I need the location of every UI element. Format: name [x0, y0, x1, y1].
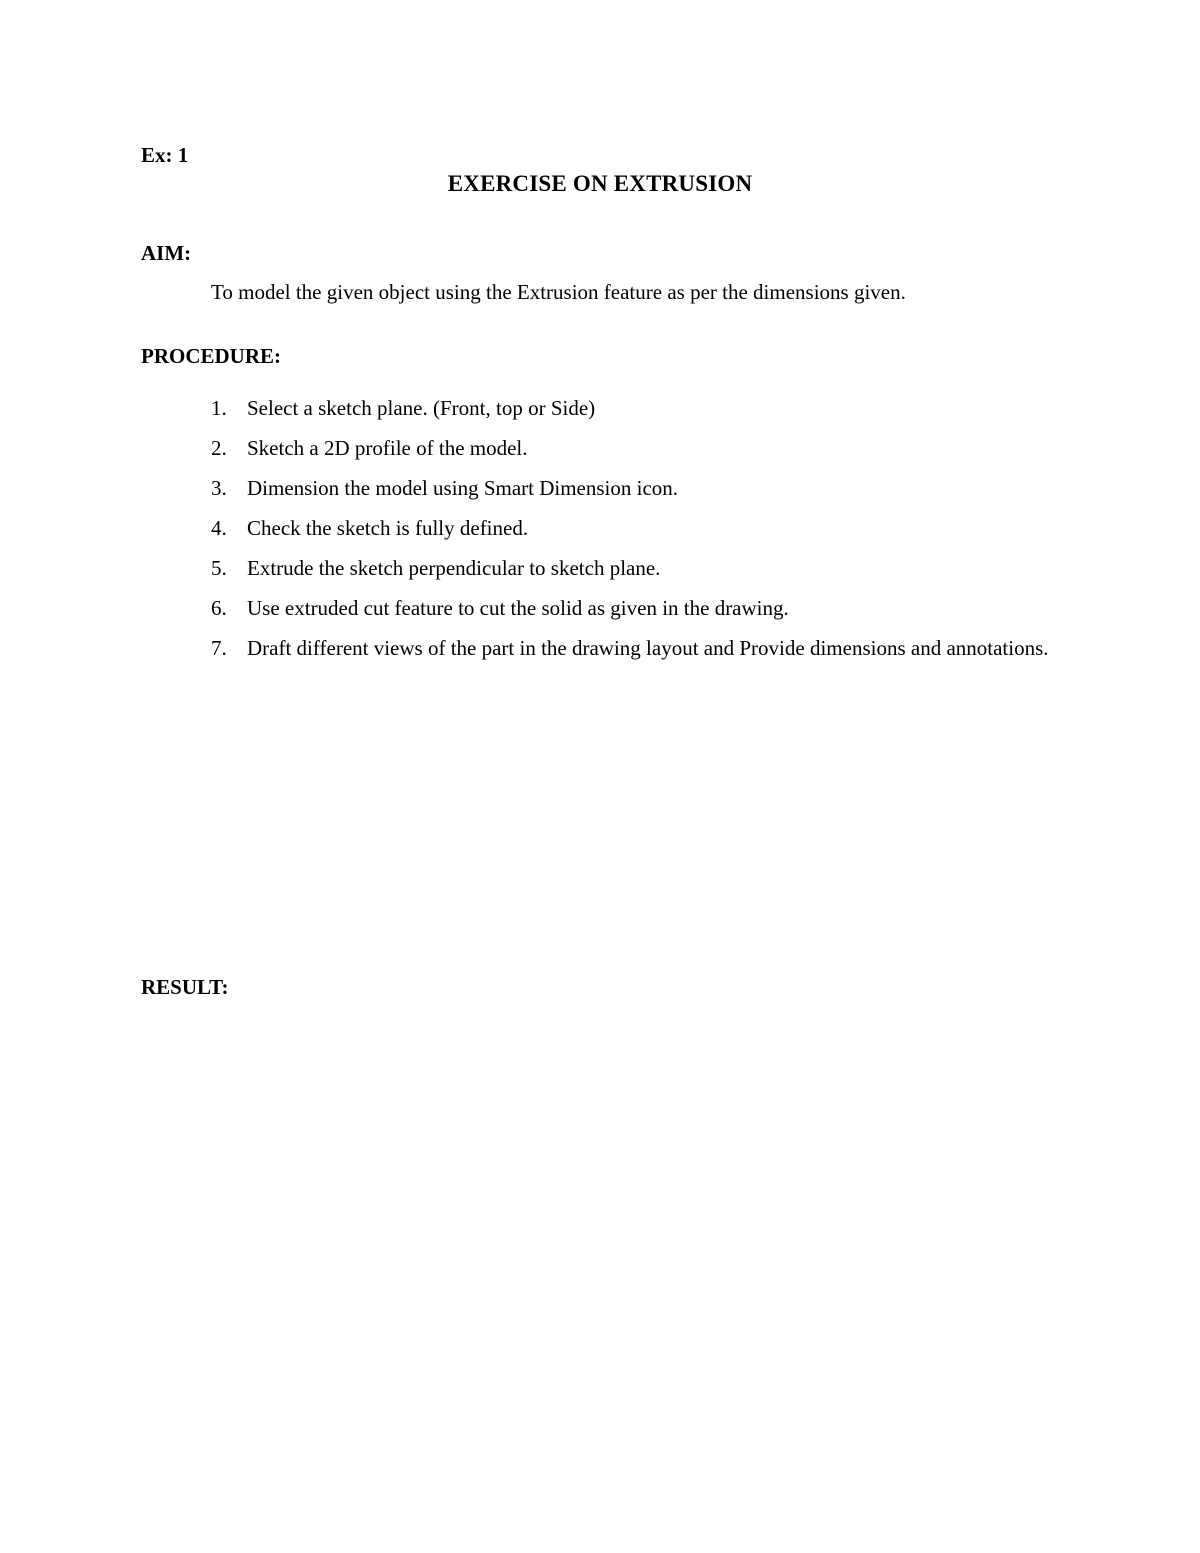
step-text: Use extruded cut feature to cut the solid as given in the drawing.: [247, 596, 789, 620]
step-text: Dimension the model using Smart Dimension icon.: [247, 476, 679, 500]
aim-heading: AIM:: [141, 241, 192, 265]
procedure-heading: PROCEDURE:: [141, 344, 281, 368]
step-text: Extrude the sketch perpendicular to sketch plane.: [247, 556, 661, 580]
exercise-label: Ex: 1: [141, 143, 189, 167]
step-text: Sketch a 2D profile of the model.: [247, 436, 528, 460]
step-number: 5.: [211, 556, 227, 580]
step-number: 3.: [211, 476, 227, 500]
document-title: EXERCISE ON EXTRUSION: [447, 171, 753, 196]
result-heading: RESULT:: [141, 975, 229, 999]
step-number: 7.: [211, 636, 227, 660]
step-number: 4.: [211, 516, 227, 540]
aim-text: To model the given object using the Extrusion feature as per the dimensions given.: [211, 280, 906, 304]
procedure-step: [211, 621, 1051, 675]
step-text: Select a sketch plane. (Front, top or Side): [247, 396, 596, 420]
step-text: Draft different views of the part in the drawing layout and Provide dimensions and annotations.: [247, 636, 1049, 660]
step-number: 2.: [211, 436, 227, 460]
step-number: 6.: [211, 596, 227, 620]
procedure-steps: [211, 395, 1051, 675]
step-text: Check the sketch is fully defined.: [247, 516, 529, 540]
step-number: 1.: [211, 396, 227, 420]
